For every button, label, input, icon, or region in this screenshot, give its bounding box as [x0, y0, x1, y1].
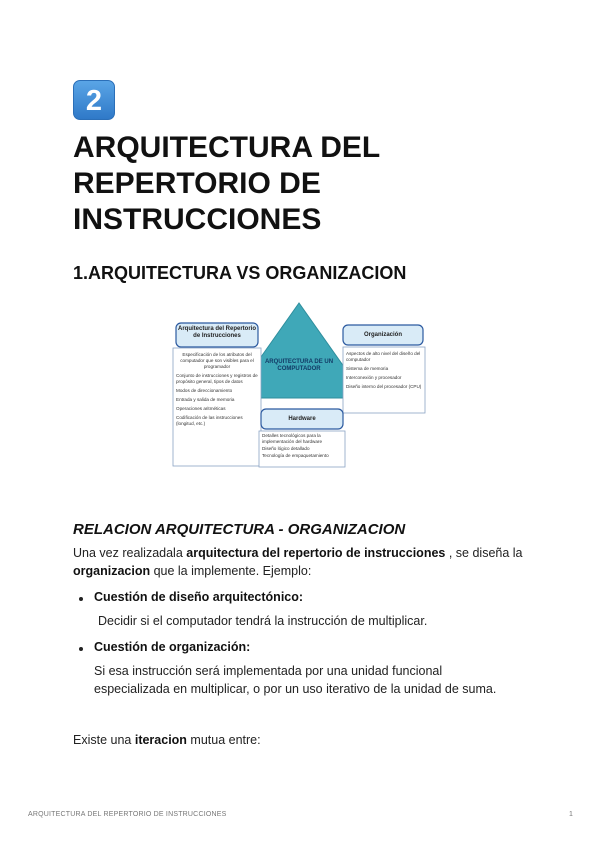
closing-text: mutua entre:: [186, 733, 261, 747]
bottom-item: Detalles tecnológicos para la implementación del hardware: [262, 433, 323, 444]
left-box-label: Arquitectura del Repertorio de Instrucciones: [178, 326, 257, 339]
intro-text: , se diseña la: [445, 546, 523, 560]
right-item: Sistema de memoria: [346, 366, 389, 371]
closing-text: Existe una: [73, 733, 135, 747]
right-item: Interconexión y procesador: [346, 375, 402, 380]
page-number: 1: [569, 811, 573, 818]
bullet-text: especializada en multiplicar, o por un uso iterativo de la unidad de suma.: [94, 682, 497, 696]
right-box-label: Organización: [363, 332, 402, 338]
page-title: ARQUITECTURA DEL REPERTORIO DE INSTRUCCIONES: [73, 131, 380, 236]
bottom-items-list: [262, 433, 343, 460]
bullet-label: [94, 588, 303, 606]
architecture-diagram: [172, 297, 426, 469]
right-item: Aspectos de alto nivel del diseño del computador: [346, 351, 421, 362]
section2-heading: RELACION ARQUITECTURA - ORGANIZACION: [73, 521, 406, 538]
left-item: Codificación de las instrucciones (longitud, etc.): [176, 415, 243, 426]
closing-paragraph: [73, 731, 261, 749]
bullet-label-text: Cuestión de diseño arquitectónico:: [94, 590, 304, 604]
right-item: Diseño interno del procesador (CPU): [346, 384, 422, 389]
bullet-label: [94, 638, 250, 656]
left-item: Modos de direccionamiento: [176, 388, 233, 393]
left-item: Especificación de los atributos del computador que son visibles para el programador: [180, 352, 254, 369]
bottom-item: Diseño lógico detallado: [262, 446, 310, 451]
left-items-list: [176, 352, 258, 430]
left-item: Entrada y salida de memoria: [176, 397, 235, 402]
bottom-item: Tecnología de empaquetamiento: [262, 453, 329, 458]
bullet-label-text: Cuestión de organización:: [94, 640, 251, 654]
left-item: Conjunto de instrucciones y registros de propósito general, tipos de datos: [176, 373, 258, 384]
intro-bold-term: organizacion: [73, 564, 151, 578]
bullet-text: Si esa instrucción será implementada por una unidad funcional: [94, 664, 443, 678]
bullet-dot: [79, 647, 83, 651]
intro-bold-term: arquitectura del repertorio de instrucciones: [186, 546, 446, 560]
section-number-badge: 2: [73, 80, 115, 120]
bottom-box-label: Hardware: [288, 416, 316, 422]
bullet-dot: [79, 597, 83, 601]
triangle-label: ARQUITECTURA DE UN COMPUTADOR: [264, 359, 334, 372]
intro-text: que la implemente. Ejemplo:: [150, 564, 312, 578]
intro-text: Una vez realizadala: [73, 546, 187, 560]
page-footer: ARQUITECTURA DEL REPERTORIO DE INSTRUCCIONES: [28, 811, 227, 818]
closing-bold-term: iteracion: [134, 733, 187, 747]
bullet-text: Decidir si el computador tendrá la instrucción de multiplicar.: [98, 614, 428, 628]
right-items-list: [346, 351, 423, 393]
section1-heading: 1.ARQUITECTURA VS ORGANIZACION: [73, 263, 407, 283]
left-item: Operaciones aritméticas: [176, 406, 226, 411]
intro-paragraph: [73, 544, 533, 580]
